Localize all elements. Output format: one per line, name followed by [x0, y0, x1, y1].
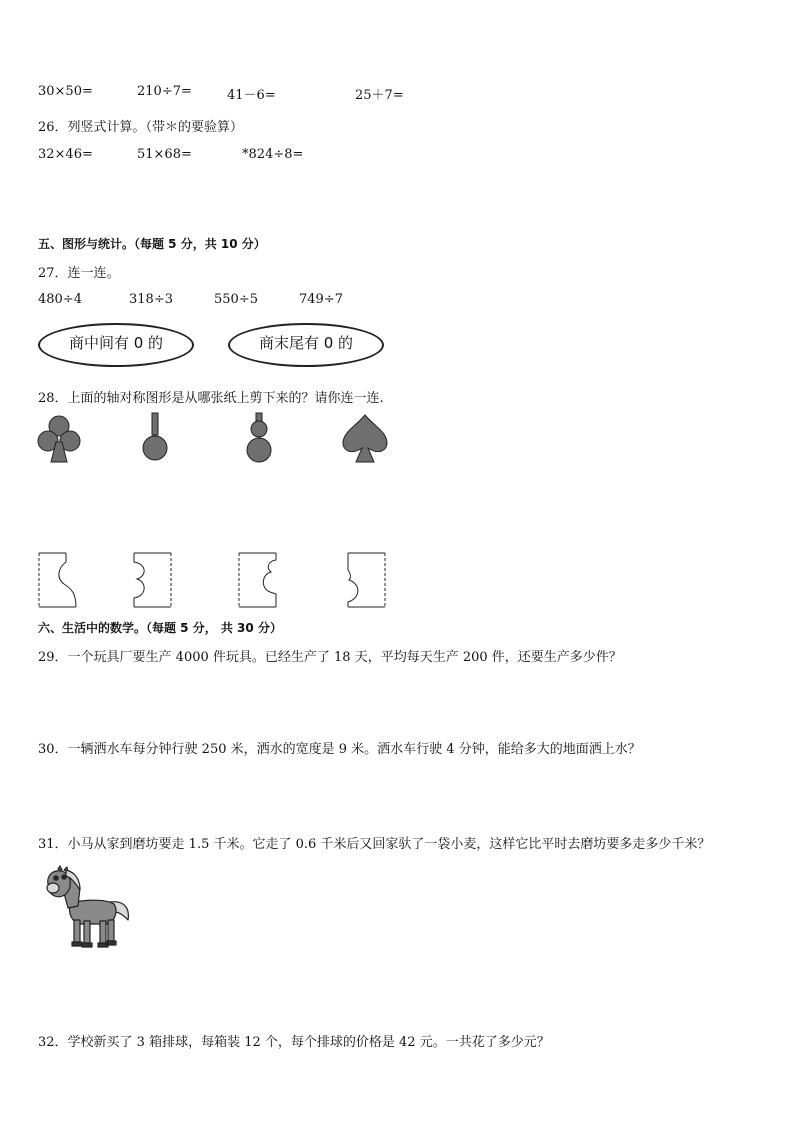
- section5-title: 五、图形与统计。（每题 5 分，共 10 分）: [38, 237, 266, 251]
- horse-illustration-icon: [44, 866, 134, 948]
- oval-end-zero-label: 商末尾有 0 的: [258, 334, 354, 352]
- q26-item-3: *824÷8=: [242, 147, 304, 162]
- section6-title: 六、生活中的数学。（每题 5 分， 共 30 分）: [38, 621, 282, 635]
- oral-calc-2: 210÷7=: [137, 84, 192, 99]
- q26-item-1: 32×46=: [38, 147, 93, 162]
- q27-item-4: 749÷7: [299, 292, 343, 307]
- gourd-shape-icon[interactable]: [245, 412, 273, 464]
- folded-paper-4-icon[interactable]: [347, 552, 387, 608]
- folded-paper-2-icon[interactable]: [133, 552, 173, 608]
- q30-text: 30．一辆洒水车每分钟行驶 250 米，洒水的宽度是 9 米。洒水车行驶 4 分钟，能给多大的地面洒上水？: [38, 742, 641, 757]
- folded-paper-1-icon[interactable]: [38, 552, 78, 608]
- q27-item-1: 480÷4: [38, 292, 82, 307]
- q29-text: 29．一个玩具厂要生产 4000 件玩具。已经生产了 18 天，平均每天生产 200 件，还要生产多少件？: [38, 650, 622, 665]
- q27-title: 27．连一连。: [38, 266, 120, 281]
- q31-text: 31．小马从家到磨坊要走 1.5 千米。它走了 0.6 千米后又回家驮了一袋小麦，这样它比平时去磨坊要多走多少千米？: [38, 837, 711, 852]
- oval-middle-zero[interactable]: [38, 323, 194, 367]
- oval-end-zero[interactable]: [228, 323, 384, 367]
- q32-text: 32．学校新买了 3 箱排球，每箱装 12 个，每个排球的价格是 42 元。一共花了多少元？: [38, 1035, 550, 1050]
- oral-calc-1: 30×50=: [38, 84, 93, 99]
- q27-item-3: 550÷5: [214, 292, 258, 307]
- club-shape-icon[interactable]: [37, 414, 81, 464]
- q28-title: 28．上面的轴对称图形是从哪张纸上剪下来的？请你连一连.: [38, 391, 384, 406]
- bottle-shape-icon[interactable]: [143, 412, 167, 464]
- q26-title: 26．列竖式计算。（带＊的要验算）: [38, 120, 244, 135]
- folded-paper-3-icon[interactable]: [238, 552, 278, 608]
- q26-item-2: 51×68=: [137, 147, 192, 162]
- spade-shape-icon[interactable]: [342, 414, 388, 464]
- oval-middle-zero-label: 商中间有 0 的: [68, 334, 164, 352]
- q27-item-2: 318÷3: [129, 292, 173, 307]
- oral-calc-4: 25＋7=: [355, 88, 404, 103]
- oral-calc-3: 41－6=: [227, 88, 276, 103]
